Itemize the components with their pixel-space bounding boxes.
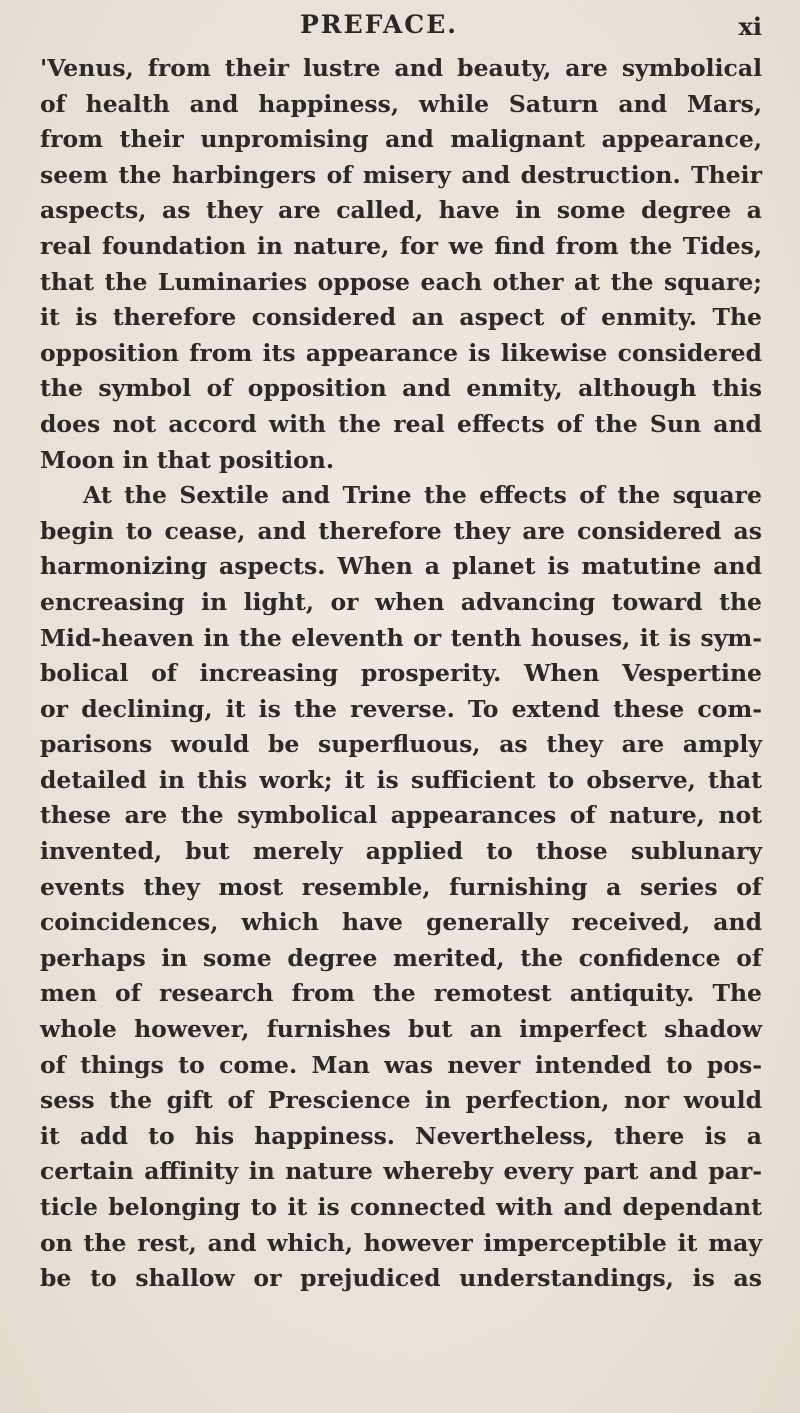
text-line: perhaps in some degree merited, the confidence of [40,943,762,972]
text-line: detailed in this work; it is sufficient to observe, that [40,765,762,794]
text-line: events they most resemble, furnishing a series of [40,872,762,901]
paragraph-start-line: At the Sextile and Trine the effects of the square [83,481,762,510]
running-head: PREFACE. [300,10,458,39]
text-line: from their unpromising and malignant appearance, [40,125,762,154]
text-line: be to shallow or prejudiced understandings, is as [40,1264,762,1293]
text-line: does not accord with the real effects of the Sun and [40,409,762,438]
paragraph-end-line: Moon in that position. [40,445,335,474]
page-header [0,10,800,50]
text-line: it add to his happiness. Nevertheless, there is a [40,1121,762,1150]
text-line: on the rest, and which, however imperceptible it may [40,1228,762,1257]
text-line: certain affinity in nature whereby every part and par- [40,1157,762,1186]
text-line: the symbol of opposition and enmity, although this [40,374,762,403]
text-line: parisons would be superfluous, as they are amply [40,730,762,759]
text-line: these are the symbolical appearances of nature, not [40,801,762,830]
text-line: real foundation in nature, for we find from the Tides, [40,231,762,260]
text-line: begin to cease, and therefore they are considered as [40,516,762,545]
text-line: ticle belonging to it is connected with and dependant [40,1193,762,1221]
text-line: bolical of increasing prosperity. When Vespertine [40,659,762,688]
text-line: aspects, as they are called, have in some degree a [40,196,762,225]
text-line: seem the harbingers of misery and destruction. Their [40,160,762,189]
text-line: that the Luminaries oppose each other at the square; [40,267,762,296]
text-line: Mid-heaven in the eleventh or tenth houses, it is sym- [40,623,762,652]
text-line: it is therefore considered an aspect of enmity. The [40,303,762,332]
text-line: sess the gift of Prescience in perfection, nor would [40,1086,762,1115]
page-number: xi [738,12,762,41]
text-line: encreasing in light, or when advancing toward the [40,587,762,616]
text-line: men of research from the remotest antiquity. The [40,979,762,1008]
text-line: or declining, it is the reverse. To extend these com- [40,694,762,723]
text-line: of health and happiness, while Saturn and Mars, [40,89,762,118]
body-text [40,51,762,1297]
text-line: harmonizing aspects. When a planet is matutine and [40,552,762,581]
text-line: of things to come. Man was never intended to pos- [40,1050,762,1079]
text-line: opposition from its appearance is likewise considered [40,338,762,367]
text-line: coincidences, which have generally received, and [40,908,762,937]
text-line: 'Venus, from their lustre and beauty, are symbolical [40,54,762,82]
text-line: invented, but merely applied to those sublunary [40,837,762,866]
text-line: whole however, furnishes but an imperfect shadow [40,1015,762,1044]
